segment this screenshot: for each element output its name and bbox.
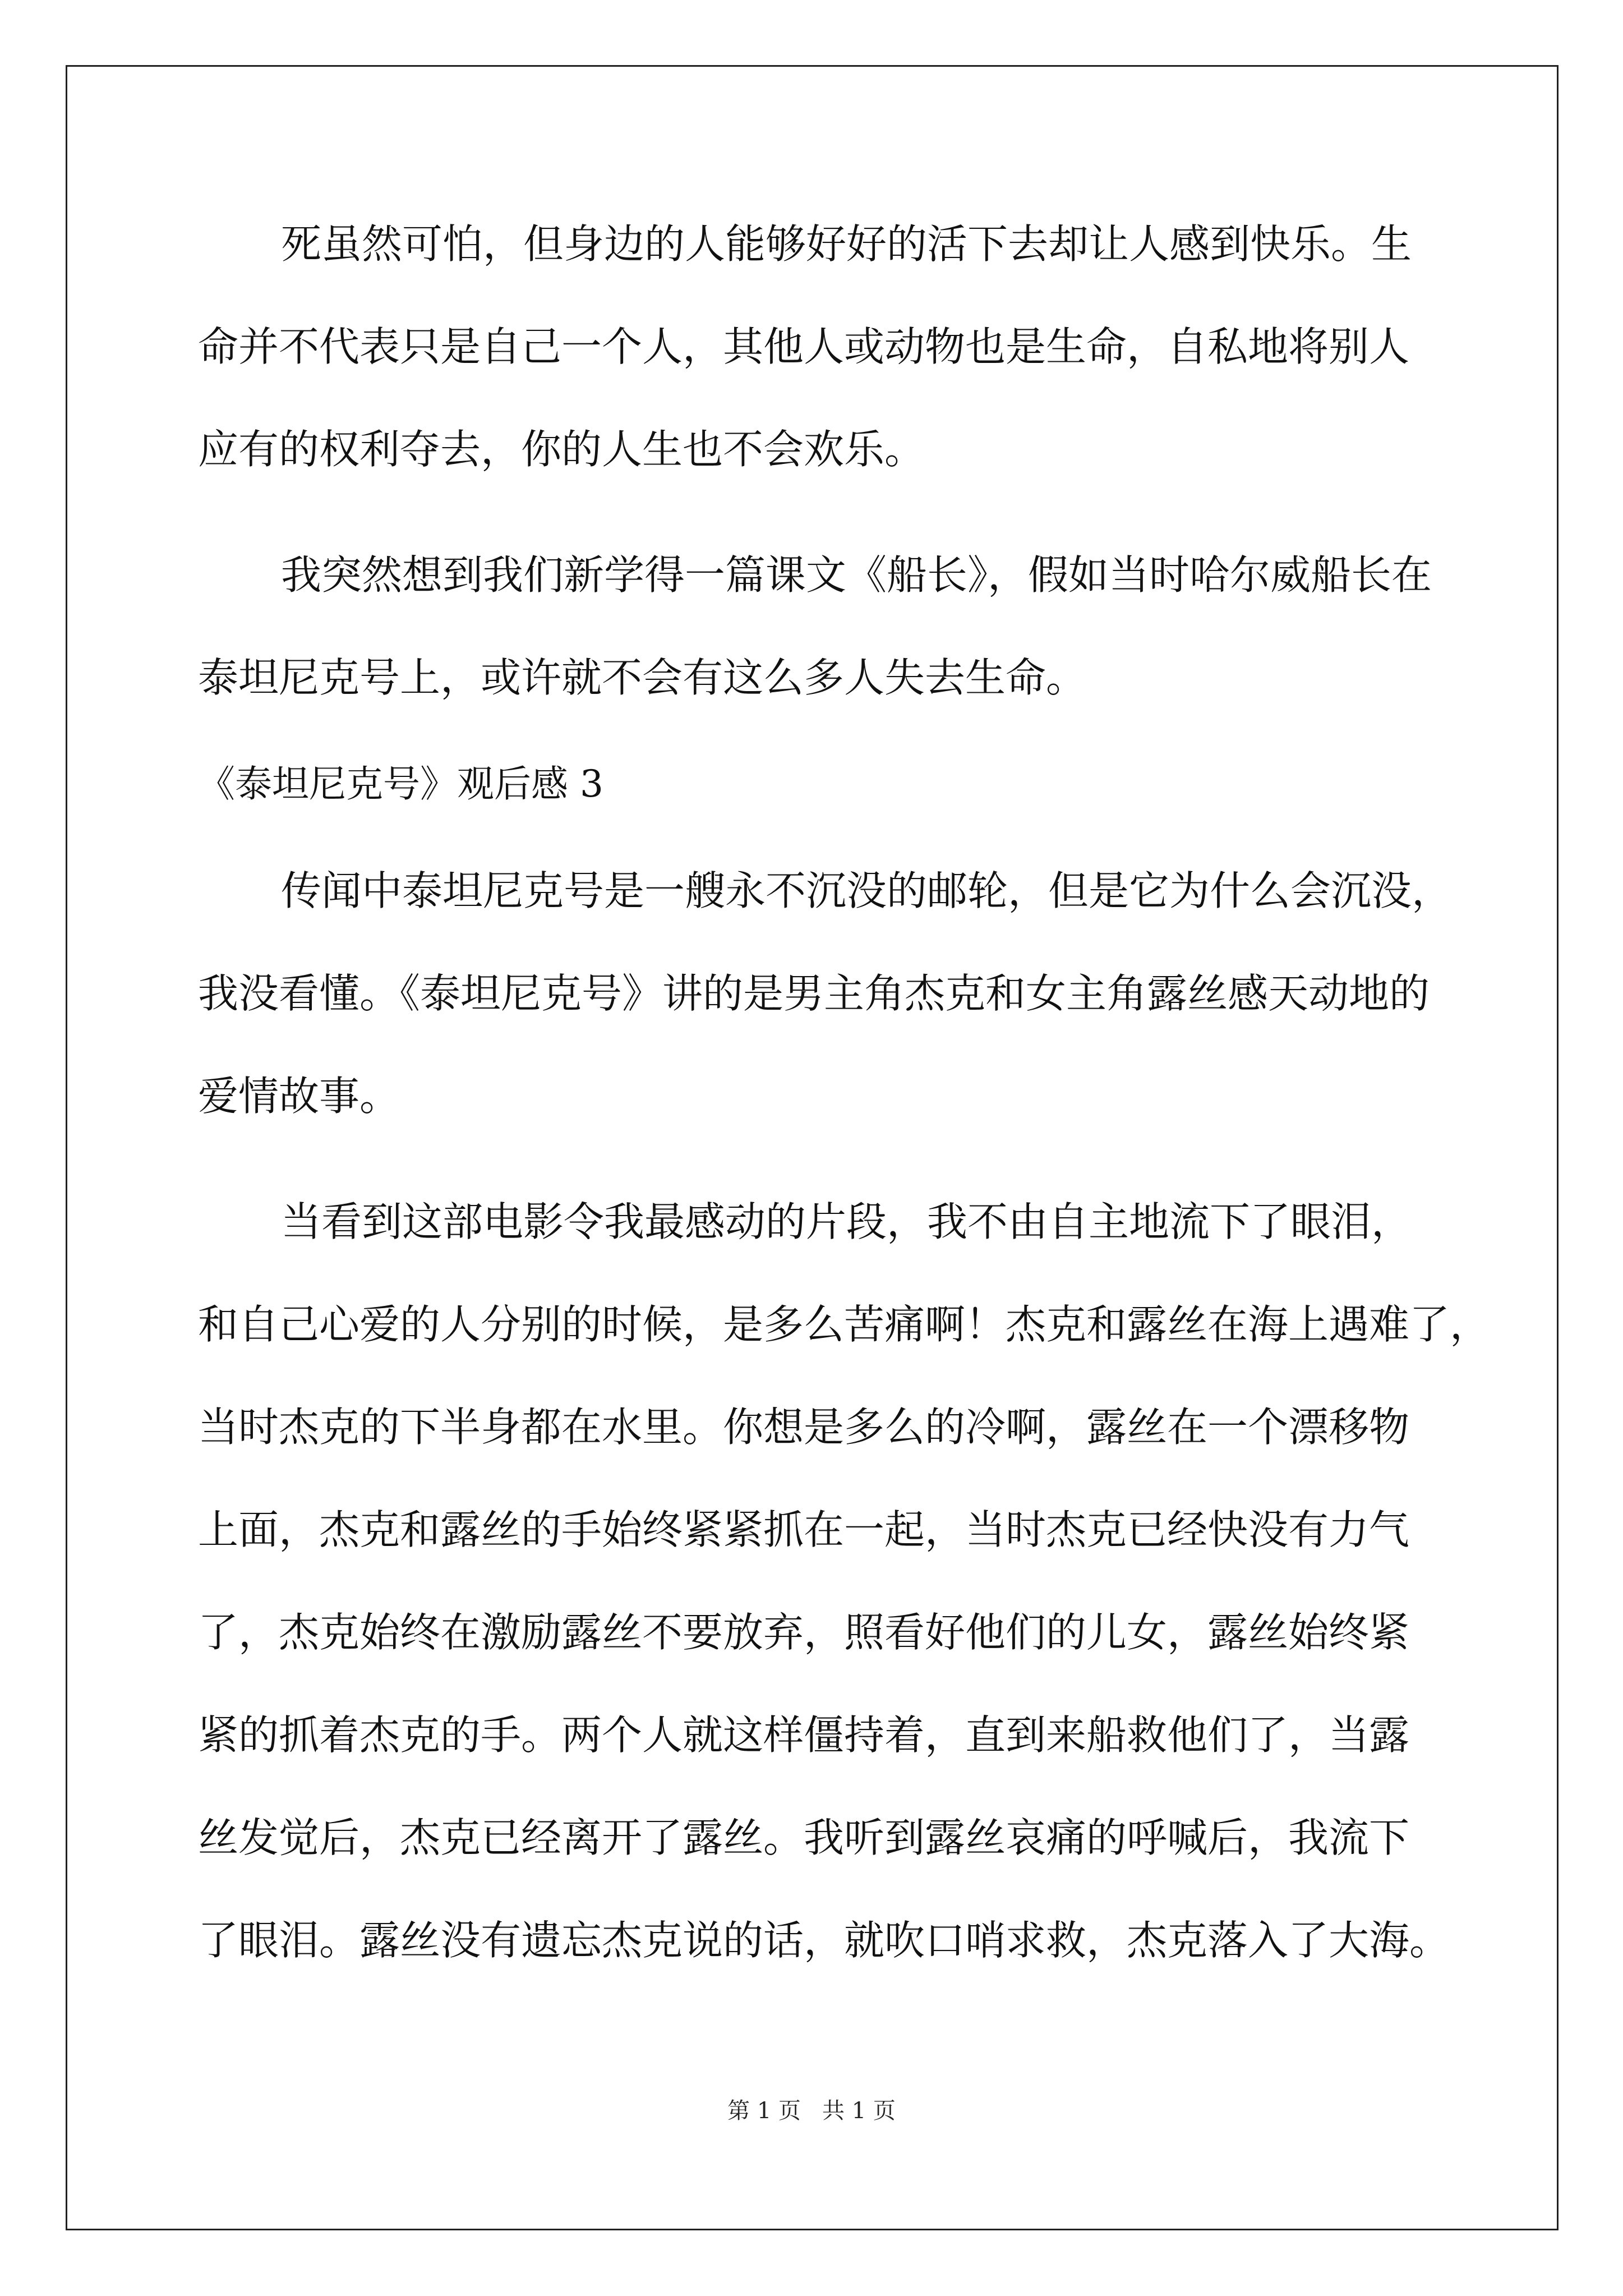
paragraph-line: 和自己心爱的人分别的时候，是多么苦痛啊！杰克和露丝在海上遇难了，	[198, 1301, 1491, 1348]
paragraph-line: 我突然想到我们新学得一篇课文《船长》，假如当时哈尔威船长在	[281, 551, 1432, 599]
paragraph-line: 我没看懂。《泰坦尼克号》讲的是男主角杰克和女主角露丝感天动地的	[198, 970, 1430, 1017]
paragraph-line: 命并不代表只是自己一个人，其他人或动物也是生命，自私地将别人	[198, 323, 1410, 370]
paragraph-line: 当时杰克的下半身都在水里。你想是多么的冷啊，露丝在一个漂移物	[198, 1404, 1410, 1451]
paragraph-line: 了眼泪。露丝没有遗忘杰克说的话，就吹口哨求救，杰克落入了大海。	[198, 1917, 1450, 1964]
paragraph-line: 丝发觉后，杰克已经离开了露丝。我听到露丝哀痛的呼喊后，我流下	[198, 1814, 1410, 1861]
page-number: 第 1 页	[727, 2098, 801, 2124]
paragraph-line: 传闻中泰坦尼克号是一艘永不沉没的邮轮，但是它为什么会沉没，	[281, 867, 1453, 914]
section-heading: 《泰坦尼克号》观后感 3	[198, 762, 603, 806]
paragraph-line: 泰坦尼克号上，或许就不会有这么多人失去生命。	[198, 654, 1087, 701]
paragraph-line: 了，杰克始终在激励露丝不要放弃，照看好他们的儿女，露丝始终紧	[198, 1609, 1410, 1656]
paragraph-line: 死虽然可怕，但身边的人能够好好的活下去却让人感到快乐。生	[281, 220, 1412, 268]
paragraph-line: 当看到这部电影令我最感动的片段，我不由自主地流下了眼泪，	[281, 1198, 1412, 1245]
page-total: 共 1 页	[822, 2098, 896, 2124]
page-footer	[0, 2094, 1623, 2128]
paragraph-line: 应有的权利夺去，你的人生也不会欢乐。	[198, 426, 925, 473]
paragraph-line: 紧的抓着杰克的手。两个人就这样僵持着，直到来船救他们了，当露	[198, 1711, 1410, 1759]
page-frame	[66, 65, 1559, 2230]
paragraph-line: 上面，杰克和露丝的手始终紧紧抓在一起，当时杰克已经快没有力气	[198, 1506, 1410, 1553]
paragraph-line: 爱情故事。	[198, 1073, 400, 1120]
